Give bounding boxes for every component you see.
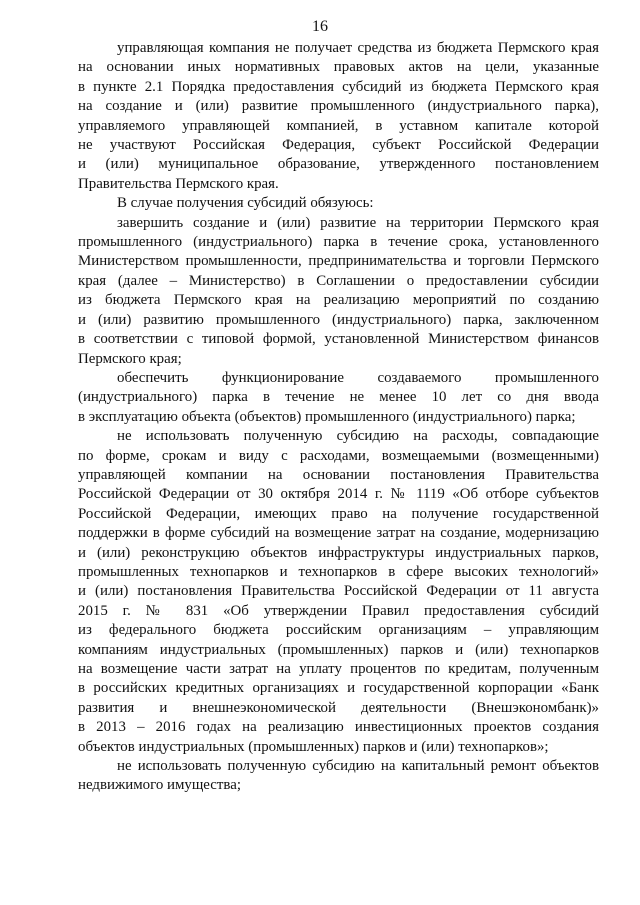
text-line: и (или) постановления Правительства Российской Федерации от 11 августа: [78, 583, 599, 600]
paragraph: [78, 194, 599, 213]
text-line: недвижимого имущества;: [78, 777, 241, 794]
text-line: Пермского края;: [78, 350, 182, 367]
text-line: Российской Федерации, имеющих право на получение государственной: [78, 505, 599, 522]
text-line: завершить создание и (или) развитие на территории Пермского края: [117, 214, 599, 231]
paragraph: [78, 39, 599, 194]
text-line: по форме, срокам и виду с расходами, возмещаемыми (возмещенными): [78, 447, 599, 464]
page-number: 16: [312, 18, 328, 35]
text-line: из федерального бюджета российским организациям – управляющим: [78, 622, 599, 639]
text-line: Правительства Пермского края.: [78, 175, 279, 192]
text-line: 2015 г. № 831 «Об утверждении Правил предоставления субсидий: [78, 602, 599, 619]
text-line: промышленного (индустриального) парка в течение срока, установленного: [78, 234, 599, 251]
text-line: В случае получения субсидий обязуюсь:: [117, 195, 374, 212]
text-line: в российских кредитных организациях и государственной корпорации «Банк: [78, 680, 599, 697]
text-line: развития и внешнеэкономической деятельности (Внешэкономбанк)»: [78, 699, 599, 716]
text-line: на создание и (или) развитие промышленного (индустриального парка),: [78, 98, 599, 115]
text-line: в 2013 – 2016 годах на реализацию инвестиционных проектов создания: [78, 719, 599, 736]
text-line: управляемого управляющей компанией, в уставном капитале которой: [78, 117, 599, 134]
paragraph: [78, 427, 599, 757]
text-line: не использовать полученную субсидию на расходы, совпадающие: [117, 428, 599, 445]
paragraph: [78, 757, 599, 796]
text-line: не использовать полученную субсидию на капитальный ремонт объектов: [117, 758, 599, 775]
text-line: в пункте 2.1 Порядка предоставления субсидий из бюджета Пермского края: [78, 78, 599, 95]
text-line: на основании иных нормативных правовых актов на цели, указанные: [78, 59, 599, 76]
text-line: Министерством промышленности, предпринимательства и торговли Пермского: [78, 253, 599, 270]
text-line: управляющей компании на основании постановления Правительства: [78, 466, 599, 483]
text-line: и (или) развитию промышленного (индустриального) парка, заключенном: [78, 311, 599, 328]
text-line: промышленных технопарков и технопарков в сфере высоких технологий»: [78, 563, 599, 580]
text-line: в эксплуатацию объекта (объектов) промышленного (индустриального) парка;: [78, 408, 576, 425]
text-line: в соответствии с типовой формой, установленной Министерством финансов: [78, 331, 599, 348]
document-body: [78, 39, 599, 796]
text-line: (индустриального) парка в течение не менее 10 лет со дня ввода: [78, 389, 599, 406]
text-line: Российской Федерации от 30 октября 2014 г. № 1119 «Об отборе субъектов: [78, 486, 599, 503]
text-line: и (или) реконструкцию объектов инфраструктуры индустриальных парков,: [78, 544, 599, 561]
text-line: края (далее – Министерство) в Соглашении о предоставлении субсидии: [78, 272, 599, 289]
text-line: объектов индустриальных (промышленных) парков и (или) технопарков»;: [78, 738, 549, 755]
text-line: не участвуют Российская Федерация, субъект Российской Федерации: [78, 137, 599, 154]
text-line: на возмещение части затрат на уплату процентов по кредитам, полученным: [78, 661, 599, 677]
text-line: управляющая компания не получает средства из бюджета Пермского края: [117, 40, 599, 56]
text-line: поддержки в форме субсидий на возмещение затрат на создание, модернизацию: [78, 525, 599, 542]
text-line: компаниям индустриальных (промышленных) парков и (или) технопарков: [78, 641, 599, 658]
text-line: из бюджета Пермского края на реализацию мероприятий по созданию: [78, 292, 599, 309]
paragraph: [78, 369, 599, 427]
paragraph: [78, 214, 599, 369]
text-line: обеспечить функционирование создаваемого промышленного: [117, 369, 599, 386]
text-line: и (или) муниципальное образование, утвержденного постановлением: [78, 156, 599, 173]
